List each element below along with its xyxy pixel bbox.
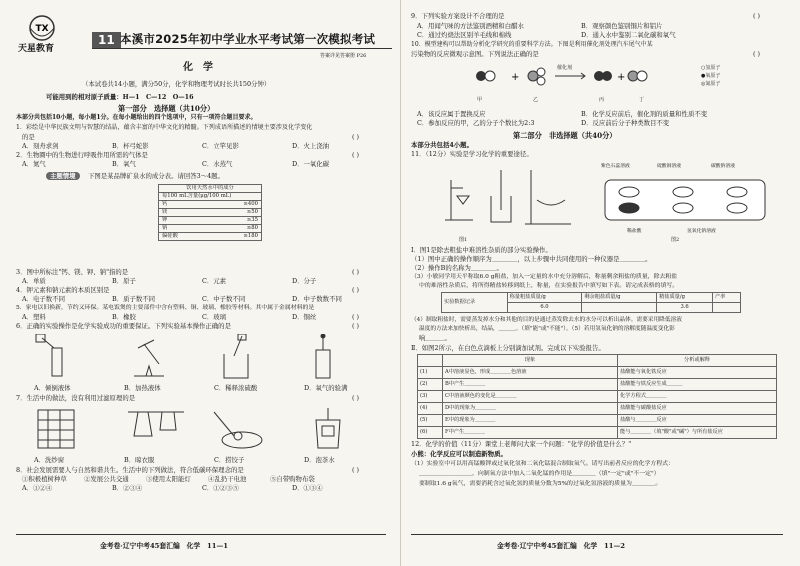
- right-page: [400, 0, 800, 566]
- row-phenomenon[interactable]: F中产生＿＿＿＿: [443, 427, 618, 439]
- table-header-cell: 剩余粗盐质量/g: [582, 293, 657, 303]
- nutrition-header: 饮用天然水中的成分: [159, 185, 262, 193]
- part2-intro: 本部分共包括4小题。: [411, 141, 473, 149]
- question-5: 5．家电以旧换新，节约又环保。某电饭煲的主要部件中含有塑料、铜、玻璃、橡胶等材料。其中属于金属材料的是: [16, 305, 315, 311]
- q10-option-b: B．化学反应前后，催化剂的质量和性质不变: [581, 110, 708, 118]
- q8-item: ①积极植树种草: [22, 475, 67, 483]
- q11-data-table: [441, 292, 741, 313]
- q5-option-c: C．玻璃: [202, 313, 227, 321]
- table-header-cell: 产率: [713, 293, 741, 303]
- well-d: [619, 203, 639, 213]
- q2-option-c: C．水蒸气: [202, 160, 233, 168]
- footer-divider: [16, 534, 386, 535]
- nutrition-subheader: 每100 mL含量(μg/100 mL): [159, 193, 262, 201]
- question-10-cont: 污染物的反应微观示意图。下列说法正确的是: [411, 50, 539, 58]
- question-12: 12．化学的价值（11分）课堂上老师问大家一个问题："化学的价值是什么？": [411, 440, 632, 448]
- fig1-caption: 图1: [459, 237, 468, 243]
- oxygen-test-figure: [316, 334, 330, 378]
- reactant-a-molecule: [476, 71, 495, 81]
- table-cell-blank[interactable]: [582, 303, 657, 313]
- q6-option-d: D．氧气的验满: [304, 384, 348, 392]
- nutrition-row-label: 钙: [159, 201, 212, 209]
- stand-c: [525, 170, 571, 224]
- table-row: [418, 403, 777, 415]
- nutrition-row-label: 钾: [159, 217, 212, 225]
- q6-option-a: A．倾倒液体: [34, 384, 71, 392]
- stand-a: [445, 180, 473, 220]
- q3-option-d: D．分子: [292, 277, 317, 285]
- row-analysis[interactable]: 盐酸能与碳酸盐反应: [618, 403, 777, 415]
- q11-part2-intro: Ⅱ．如图2所示，在白色点滴板上分别滴加试剂。完成以下实验报告。: [411, 344, 605, 352]
- row-analysis[interactable]: 能与＿＿＿＿（填"酸"或"碱"）与所有盐反应: [618, 427, 777, 439]
- nutrition-row-label: 镁: [159, 209, 212, 217]
- label-jia: 甲: [477, 97, 483, 103]
- q7-option-b: B．晾衣服: [124, 456, 155, 464]
- question-3: 3．图中所标注"钙、镁、钾、钠"指的是: [16, 268, 129, 276]
- q8-option-c: C．①②③⑤: [202, 484, 239, 492]
- row-number: (4): [418, 403, 443, 415]
- atomic-mass: 可能用到的相对原子质量：H—1 C—12 O—16: [46, 93, 194, 101]
- q9-option-b: B．观察颜色鉴别铜片和铝片: [581, 22, 663, 30]
- svg-text:+: +: [617, 72, 626, 83]
- q11-part1-intro: Ⅰ．图1是除去粗盐中难溶性杂质的部分实验操作。: [411, 246, 552, 254]
- question-4: 4．钾元素和钠元素的本质区别是: [16, 286, 110, 294]
- row-analysis[interactable]: 盐酸能与氧化铁反应: [618, 367, 777, 379]
- heat-liquid-figure: [134, 340, 164, 376]
- q10-option-a: A．该反应属于置换反应: [417, 110, 486, 118]
- label-naoh: 氢氧化钠溶液: [687, 229, 716, 234]
- answer-blank-10[interactable]: ( ): [753, 50, 761, 58]
- part1-intro: 本部分共包括10小题，每小题1分。在每小题给出的四个选项中，只有一项符合题目要求。: [16, 114, 257, 121]
- q2-option-a: A．氮气: [22, 160, 46, 168]
- product-d-molecule: [628, 71, 647, 81]
- svg-text:TX: TX: [35, 24, 49, 34]
- label-sodium-carbonate: 碳酸钠溶液: [711, 164, 735, 169]
- q10-option-d: D．反应前后分子种类数目不变: [581, 119, 670, 127]
- q5-option-b: B．橡胶: [112, 313, 136, 321]
- row-number: (3): [418, 391, 443, 403]
- q7-option-c: C．捞饺子: [214, 456, 245, 464]
- report-header: [418, 355, 443, 367]
- report-header: 现象: [443, 355, 618, 367]
- report-header: 分析或解释: [618, 355, 777, 367]
- exam-instructions: （本试卷共14小题，满分50分，化学和物理考试时长共150分钟）: [82, 80, 271, 88]
- question-1-cont: 的是: [22, 133, 35, 141]
- question-11: 11．（12分）实验是学习化学的重要途径。: [411, 150, 533, 158]
- nutrition-row-value: ≥400: [212, 201, 262, 209]
- row-phenomenon[interactable]: E中的现象为＿＿＿＿: [443, 415, 618, 427]
- answer-blank-6[interactable]: ( ): [352, 322, 360, 330]
- answer-blank-3[interactable]: ( ): [352, 268, 360, 276]
- q11-report-table: [417, 354, 777, 439]
- q9-option-a: A．用闻气味的方法鉴别酒精和白醋水: [417, 22, 524, 30]
- question-7: 7．生活中的做法，没有利用过滤原理的是: [16, 394, 136, 402]
- figure-2-spot-plate: [601, 172, 771, 226]
- q3-option-c: C．元素: [202, 277, 227, 285]
- answer-blank-1[interactable]: ( ): [352, 133, 360, 141]
- table-cell-blank[interactable]: [713, 303, 741, 313]
- question-2: 2．生物圈中的生物进行呼吸作用所需的气体是: [16, 151, 148, 159]
- q11-sub4: （4）制取粗盐时，需要蒸发掉水分和其他的目的是通过蒸发除去水的水分可以析出晶体。需要采用降低溶液: [411, 317, 682, 323]
- row-number: (5): [418, 415, 443, 427]
- answer-reference: 答案详见答案册 P26: [320, 53, 367, 59]
- q11-sub1: （1）图中正确的操作顺序为＿＿＿＿，以上步骤中共同使用的一种仪器是＿＿＿＿。: [411, 255, 652, 263]
- legend-h: ○氢原子: [701, 65, 721, 71]
- table-header-cell: 实验数据记录: [442, 293, 508, 313]
- label-copper-sulfate: 硫酸铜溶液: [657, 164, 681, 169]
- row-analysis[interactable]: 化学方程式＿＿＿＿: [618, 391, 777, 403]
- q8-item: ③使用太阳能灯: [146, 475, 191, 483]
- q3-option-a: A．单质: [22, 277, 46, 285]
- evaporating-dish-c: [537, 200, 565, 205]
- theme-context-text: 下图是某品牌矿泉水的成分表。请回答3～4题。: [88, 172, 224, 180]
- svg-text:+: +: [511, 72, 520, 83]
- theme-context-label: 主题情境: [46, 172, 80, 180]
- legend-n: ◎氮原子: [701, 81, 721, 87]
- dilute-acid-figure: [224, 334, 248, 378]
- title-divider: [92, 48, 392, 49]
- label-hcl: 稀盐酸: [627, 229, 642, 234]
- q5-option-d: D．铜丝: [292, 313, 317, 321]
- q11-sub3: （3）小敏同学用天平称取6.0 g粗盐，加入一定量的水中充分溶解后，称量剩余粗盐的质量，除去粗盐: [411, 274, 678, 280]
- q5-option-a: A．塑料: [22, 313, 46, 321]
- table-header-cell: 称量粗盐质量/g: [507, 293, 582, 303]
- q2-option-b: B．氧气: [112, 160, 136, 168]
- answer-blank-4[interactable]: ( ): [352, 286, 360, 294]
- q1-option-a: A．刻舟求剑: [22, 142, 59, 150]
- row-analysis[interactable]: 盐酸能与铁反应生成＿＿＿: [618, 379, 777, 391]
- row-analysis[interactable]: 盐酸与＿＿＿＿反应: [618, 415, 777, 427]
- row-number: (1): [418, 367, 443, 379]
- nutrition-row-value: ≥180: [212, 233, 262, 241]
- paper-title: 本溪市2025年初中学业水平考试第一次模拟考试: [120, 32, 376, 46]
- q6-option-c: C．稀释浓硫酸: [214, 384, 258, 392]
- right-footer: 金考卷·辽宁中考45套汇编 化学 11—2: [497, 542, 625, 550]
- table-row: [418, 391, 777, 403]
- q2-option-d: D．一氧化碳: [292, 160, 330, 168]
- table-cell: 6.0: [507, 303, 582, 313]
- q4-option-a: A．电子数不同: [22, 295, 65, 303]
- dumpling-scoop-figure: [214, 412, 262, 448]
- question-6: 6．正确的实验操作是化学实验成功的重要保证。下列实验基本操作正确的是: [16, 322, 231, 330]
- question-1: 1．彩绘是中华民族文明与智慧的结晶，蕴含丰富的中华文化的精髓。下列成语所描述的情境主要涉及化学变化: [16, 124, 313, 131]
- paper-number-badge: 11: [92, 32, 121, 48]
- row-phenomenon[interactable]: D中的现象为＿＿＿＿: [443, 403, 618, 415]
- q10-molecular-diagram: [461, 60, 691, 104]
- answer-blank-2[interactable]: ( ): [352, 151, 360, 159]
- label-ding: 丁: [639, 97, 645, 103]
- q11-sub4-end: 响＿＿＿。: [419, 334, 451, 342]
- question-8: 8．社会发展需要人与自然和谐共生。生活中的下列做法，符合低碳环保理念的是: [16, 466, 244, 474]
- table-row: [418, 415, 777, 427]
- nutrition-row-label: 钠: [159, 225, 212, 233]
- q8-item: ②发展公共交通: [84, 475, 129, 483]
- row-number: (6): [418, 427, 443, 439]
- product-c-molecule: [594, 71, 612, 81]
- q3-option-b: B．原子: [112, 277, 136, 285]
- q1-option-d: D．火上浇油: [292, 142, 330, 150]
- q12-sub1: （1）实验室中可以用高锰酸钾或过氧化氢和二氧化锰混合制取氧气。请写出前者反应的化学方程式：: [411, 461, 674, 467]
- label-bing: 丙: [599, 97, 605, 103]
- label-catalyst: 催化剂: [557, 65, 573, 71]
- reactant-b-molecule: [528, 68, 545, 85]
- label-litmus: 紫色石蕊溶液: [601, 164, 630, 169]
- question-9: 9．下列实验方案设计不合理的是: [411, 12, 505, 20]
- answer-blank-8[interactable]: ( ): [352, 466, 360, 474]
- row-phenomenon[interactable]: A中溶液显色，形成＿＿＿＿色溶液: [443, 367, 618, 379]
- q8-option-a: A．①②④: [22, 484, 53, 492]
- pour-liquid-figure: [36, 334, 62, 376]
- subject-title: 化 学: [183, 62, 213, 73]
- question-10: 10．模型建构可以帮助分析化学研究的重要科学方法。下图是利用催化剂处理汽车尾气中某: [411, 41, 653, 48]
- q8-option-d: D．①③④: [292, 484, 323, 492]
- answer-blank-5[interactable]: ( ): [352, 313, 360, 321]
- answer-blank-7[interactable]: ( ): [352, 394, 360, 402]
- q11-sub3-cont: 中的难溶性杂质后，将所得精盐转移到纸上，称量，在实验报告中填写如下表。请完成表格的填写。: [419, 283, 679, 289]
- nutrition-table: [158, 184, 262, 241]
- q7-option-a: A．洗纱窗: [34, 456, 65, 464]
- left-footer: 金考卷·辽宁中考45套汇编 化学 11—1: [100, 542, 228, 550]
- legend-o: ●氧原子: [701, 73, 721, 79]
- window-screen-figure: [38, 410, 74, 448]
- q8-option-b: B．②③④: [112, 484, 143, 492]
- q7-pictures: [34, 406, 374, 454]
- nutrition-row-label: 偏硅酸: [159, 233, 212, 241]
- fig2-caption: 图2: [671, 237, 680, 243]
- q9-option-d: D．通入水中鉴别二氧化碳和氧气: [581, 31, 676, 39]
- table-row: [418, 367, 777, 379]
- spot-plate: [605, 180, 765, 220]
- q12-sub1-end: 要制取1.6 g氧气，需要消耗含过氧化氢的质量分数为5%的过氧化氢溶液的质量为＿＿＿＿。: [419, 481, 662, 487]
- part1-title: 第一部分 选择题（共10分）: [118, 104, 215, 113]
- funnel-a: [457, 196, 469, 204]
- q8-item: ④乱扔干电池: [208, 475, 247, 483]
- q11-sub2: （2）操作B的名称为＿＿＿＿。: [411, 264, 503, 272]
- drying-clothes-figure: [128, 412, 184, 436]
- table-header-cell: 精盐质量/g: [657, 293, 713, 303]
- q4-option-d: D．中子数数不同: [292, 295, 342, 303]
- table-row: [418, 427, 777, 439]
- q1-option-c: C．立竿见影: [202, 142, 239, 150]
- part2-title: 第二部分 非选择题（共40分）: [513, 131, 617, 140]
- figure-1-salt-purification: [441, 160, 591, 234]
- nutrition-row-value: ≥80: [212, 225, 262, 233]
- q10-option-c: C．参加反应的甲，乙的分子个数比为2:3: [417, 119, 535, 127]
- row-number: (2): [418, 379, 443, 391]
- footer-divider: [411, 534, 783, 535]
- q1-option-b: B．杯弓蛇影: [112, 142, 149, 150]
- q9-option-c: C．通过灼烧法区别羊毛线和棉线: [417, 31, 512, 39]
- q11-sub4-cont: 温度的方法来加快析出，结晶，＿＿＿。（填"能"或"不能"）。（5）若用氢氧化钠的溶解度随温度变化影: [419, 326, 675, 332]
- table-row: [418, 379, 777, 391]
- q12-intro: 小熊：化学反应可以制造新物质。: [411, 450, 507, 458]
- q6-option-b: B．加热液体: [124, 384, 161, 392]
- nutrition-row-value: ≥35: [212, 217, 262, 225]
- row-phenomenon[interactable]: B中产生＿＿＿＿: [443, 379, 618, 391]
- nutrition-row-value: ≥50: [212, 209, 262, 217]
- table-cell: 3.6: [657, 303, 713, 313]
- label-yi: 乙: [533, 97, 539, 103]
- row-phenomenon[interactable]: C中溶液颜色的变化是＿＿＿＿: [443, 391, 618, 403]
- q12-sub1-cont: ＿＿＿＿＿＿＿＿＿，向制氧方法中加入二氧化锰的作用是＿＿＿＿（填"一定"或"不一定"）: [419, 471, 660, 477]
- q4-option-b: B．质子数不同: [112, 295, 156, 303]
- tea-brewing-figure: [316, 408, 340, 448]
- q6-lab-diagrams: [34, 334, 374, 382]
- q8-item: ⑤自带购物布袋: [270, 475, 315, 483]
- brand-name: 天星教育: [18, 44, 55, 54]
- answer-blank-9[interactable]: ( ): [753, 12, 761, 20]
- q7-option-d: D．泡茶水: [304, 456, 335, 464]
- q4-option-c: C．中子数不同: [202, 295, 246, 303]
